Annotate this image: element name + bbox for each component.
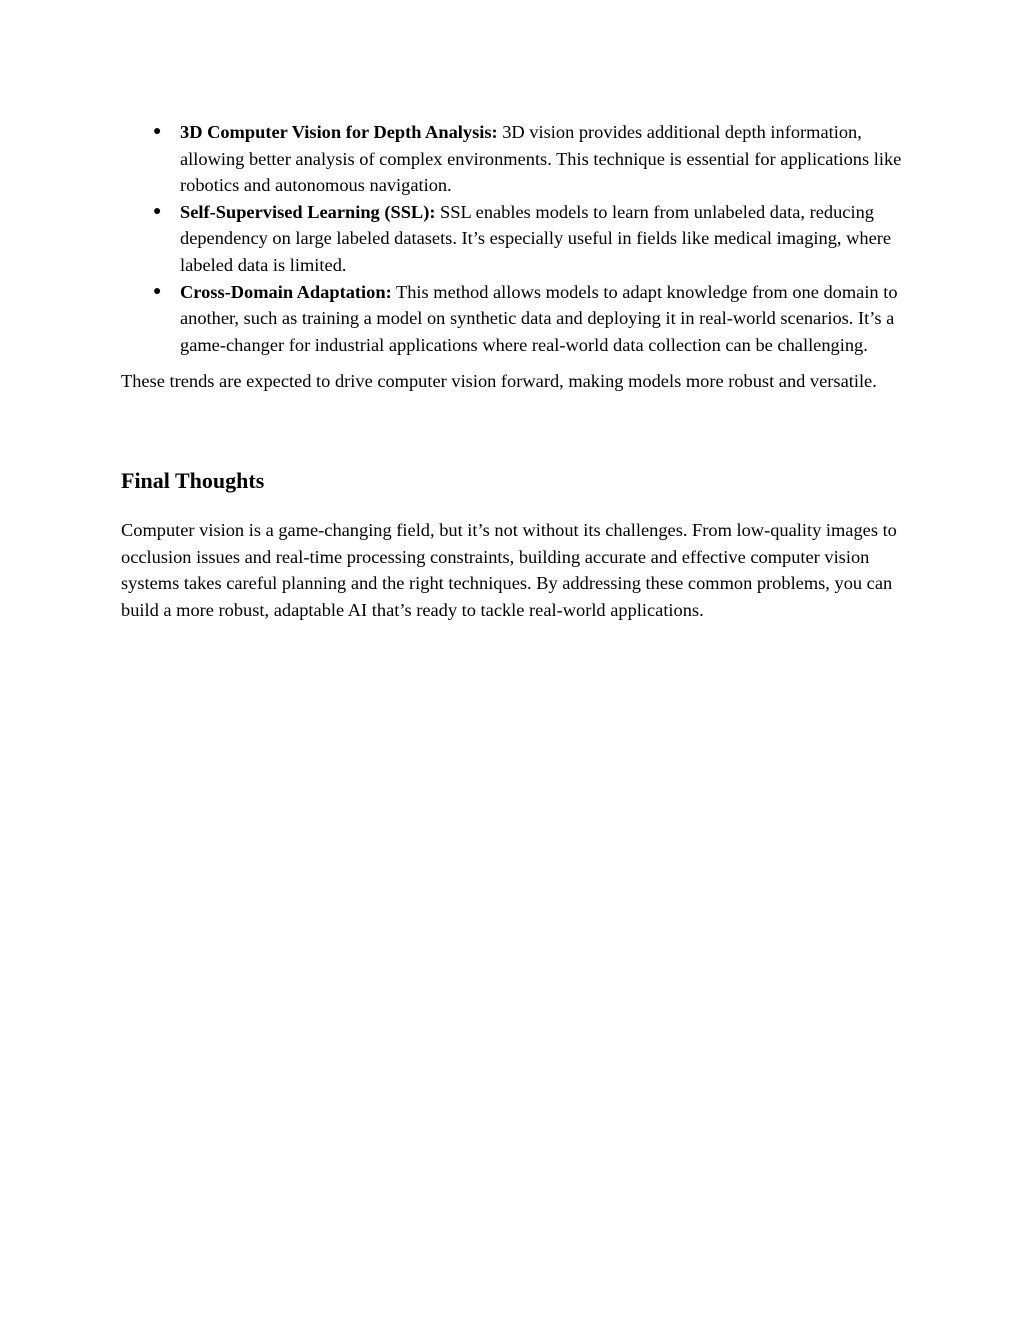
bullet-title: Self-Supervised Learning (SSL): xyxy=(180,201,436,222)
bullet-item-cross-domain xyxy=(121,279,911,359)
bullet-item-3d-vision xyxy=(121,119,911,199)
trends-paragraph: These trends are expected to drive computer vision forward, making models more robust and versatile. xyxy=(121,371,877,392)
bullet-text: SSL enables models to learn from unlabeled data, reducing dependency on large labeled datasets. It’s especially useful in fields like medical imaging, where labeled data is limited. xyxy=(180,201,892,275)
trends-bullet-list xyxy=(121,119,911,358)
final-thoughts-heading: Final Thoughts xyxy=(121,467,265,493)
bullet-text: This method allows models to adapt knowledge from one domain to another, such as training a model on synthetic data and deploying it in real-world scenarios. It’s a game-changer for industrial applications where real-world data collection can be challenging. xyxy=(180,281,898,355)
bullet-title: 3D Computer Vision for Depth Analysis: xyxy=(180,122,498,142)
final-thoughts-paragraph: Computer vision is a game-changing field, but it’s not without its challenges. From low-quality images to occlusion issues and real-time processing constraints, building accurate and effective computer vision systems takes careful planning and the right techniques. By addressing these common problems, you can build a more robust, adaptable AI that’s ready to tackle real-world applications. xyxy=(121,519,897,620)
bullet-icon: ● xyxy=(153,124,162,139)
bullet-text: 3D vision provides additional depth information, allowing better analysis of complex environments. This technique is essential for applications like robotics and autonomous navigation. xyxy=(180,122,902,196)
bullet-item-ssl xyxy=(121,199,911,279)
bullet-icon: ● xyxy=(153,203,162,219)
document-page xyxy=(121,119,911,623)
bullet-icon: ● xyxy=(153,283,162,299)
bullet-title: Cross-Domain Adaptation: xyxy=(180,281,392,302)
